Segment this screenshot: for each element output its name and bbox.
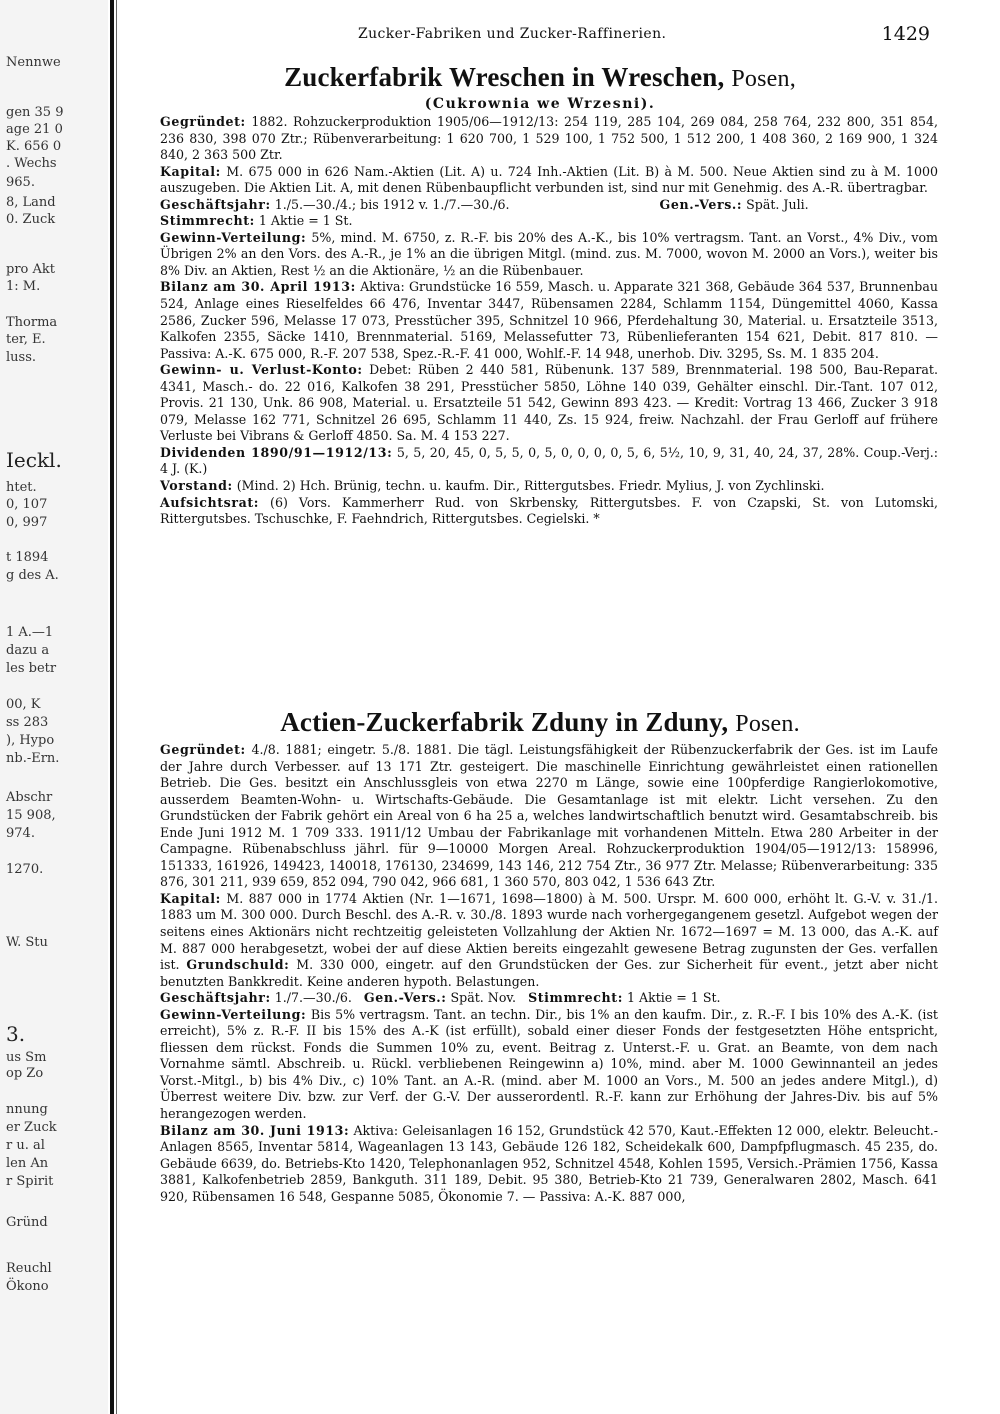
running-head-title: Zucker-Fabriken und Zucker-Raffinerien.	[358, 26, 667, 42]
margin-fragment: Nennwe	[6, 55, 61, 70]
margin-fragment: us Sm	[6, 1050, 47, 1065]
margin-fragment: 8, Land	[6, 195, 56, 210]
margin-fragment: len An	[6, 1156, 49, 1171]
margin-fragment: K. 656 0	[6, 139, 62, 154]
company1-subtitle: (Cukrownia we Wrzesni).	[424, 96, 656, 112]
company1-title	[140, 62, 940, 93]
page-number: 1429	[881, 23, 930, 45]
company1-supervisory-board: Aufsichtsrat: (6) Vors. Kammerherr Rud. von Skrbensky, Rittergutsbes. F. von Czapski, St. von Lutomski, Rittergutsbes. Tschuschke, F. Faehndrich, Rittergutsbes. Cegielski. *	[160, 494, 938, 527]
margin-fragment: Gründ	[6, 1215, 48, 1230]
margin-fragment: gen 35 9	[6, 105, 64, 120]
company2-profit-distribution: Gewinn-Verteilung: Bis 5% vertragsm. Tant. an techn. Dir., bis 1% an den kaufm. Dir., z. R.-F. I bis 10% des A.-K. (ist erreicht), 5% z. R.-F. II bis 15% des A.-K (ist erfüllt), sobald einer dieser Fonds der festgesetzten Höhe entspricht, fliessen dem rückst. Fonds die Summen 10% zu, event. Beitrag z. Unterst.-F. u. Grat. an Beamte, von dem nach Vornahme sämtl. Abschreib. u. Rückl. verbliebenen Reingewinn a) 10%, mind. aber M. 1000 Gewinnanteil an jedes Vorst.-Mitgl., b) bis 4% Div., c) 10% Tant. an A.-R. (mind. aber M. 1000 an Vors., M. 500 an jedes andere Mitgl.), d) Überrest weitere Div. bzw. zur Verf. der G.-V. Der ausserordentl. R.-F. kann zur Erhöhung der Jahres-Div. bis auf 5% herangezogen werden.	[160, 1006, 938, 1122]
margin-fragment: Thorma	[6, 315, 58, 330]
margin-fragment: Reuchl	[6, 1261, 52, 1276]
margin-fragment: nb.-Ern.	[6, 751, 60, 766]
margin-fragment: 1 A.—1	[6, 625, 54, 640]
company1-title-text: Zuckerfabrik Wreschen in Wreschen,	[284, 62, 725, 92]
company1-fiscal-year: Geschäftsjahr: 1./5.—30./4.; bis 1912 v. 1./7.—30./6. Gen.-Vers.: Spät. Juli.	[160, 196, 809, 212]
margin-fragment: Abschr	[6, 790, 53, 805]
margin-fragment: luss.	[6, 350, 37, 365]
company1-profit-distribution: Gewinn-Verteilung: 5%, mind. M. 6750, z. R.-F. bis 20% des A.-K., bis 10% vertragsm. Tant. an Vorst., 4% Div., vom Übrigen 2% an den Vors. des A.-R., je 1% an die übrigen Mitgl. (mind. zus. M. 7000, wovon M. 2000 an Vors.), weiter bis 8% Div. an Aktien, Rest ½ an die Aktionäre, ½ an die Rübenbauer.	[160, 229, 938, 278]
margin-fragment: W. Stu	[6, 935, 48, 950]
company1-voting-right: Stimmrecht: 1 Aktie = 1 St.	[160, 213, 353, 229]
page	[140, 0, 940, 1414]
margin-fragment: ss 283	[6, 715, 49, 730]
company2-title-text: Actien-Zuckerfabrik Zduny in Zduny,	[280, 707, 729, 737]
company1-capital: Kapital: M. 675 000 in 626 Nam.-Aktien (Lit. A) u. 724 Inh.-Aktien (Lit. B) à M. 500. Neue Aktien sind zu à M. 1000 auszugeben. Die Aktien Lit. A, mit denen Rübenbaupflicht verbunden ist, sind nur mit Genehmig. des A.-R. übertragbar.	[160, 163, 939, 196]
margin-fragment: htet.	[6, 480, 37, 495]
margin-fragment: pro Akt	[6, 262, 55, 277]
company1-body	[160, 114, 938, 528]
margin-fragment: nnung	[6, 1102, 48, 1117]
company2-balance-sheet: Bilanz am 30. Juni 1913: Aktiva: Geleisanlagen 16 152, Grundstück 42 570, Kaut.-Effekten 12 000, elektr. Beleucht.-Anlagen 8565, Inventar 5814, Wageanlagen 13 143, Gebäude 126 182, Scheidekalk 600, Dampfpflugmasch. 45 235, do. Gebäude 6639, do. Betriebs-Kto 1420, Telephonanlagen 952, Schnitzel 4548, Kohlen 1595, Versich.-Prämien 1756, Kassa 3881, Kalkofenbetrieb 2859, Bankguth. 311 189, Debit. 95 380, Betrieb-Kto 21 739, Generalwaren 2802, Masch. 641 920, Rübensamen 16 548, Gespanne 5085, Ökonomie 7. — Passiva: A.-K. 887 000,	[160, 1122, 938, 1204]
margin-fragment: 0, 997	[6, 515, 48, 530]
margin-fragment: 965.	[6, 175, 35, 190]
margin-fragment: 974.	[6, 826, 35, 841]
margin-fragment: 1270.	[6, 862, 44, 877]
company1-region: Posen,	[731, 66, 796, 92]
margin-fragment: g des A.	[6, 568, 59, 583]
margin-fragment: ), Hypo	[6, 733, 55, 748]
running-header	[140, 23, 940, 46]
company1-profit-loss: Gewinn- u. Verlust-Konto: Debet: Rüben 2 440 581, Rübenunk. 137 589, Brennmaterial. 198 500, Bau-Reparat. 4341, Masch.- do. 22 016, Kalkofen 38 291, Presstücher 5850, Löhne 140 039, Gehälter einschl. Dir.-Tant. 107 012, Provis. 21 130, Unk. 86 908, Material. u. Ersatzteile 51 542, Gewinn 893 423. — Kredit: Vortrag 13 466, Zucker 3 918 079, Melasse 162 771, Schnitzel 26 695, Schlamm 11 440, Zs. 15 924, freiw. Nachzahl. der Frau Gerloff auf frühere Verluste bei Vibrans & Gerloff 4850. Sa. M. 4 153 227.	[160, 362, 938, 444]
margin-fragment: 3.	[6, 1022, 26, 1046]
company2-founded: Gegründet: 4./8. 1881; eingetr. 5./8. 1881. Die tägl. Leistungsfähigkeit der Rübenzuckerfabrik der Ges. ist im Laufe der Jahre durch Verbesser. auf 13 171 Ztr. gesteigert. Die maschinelle Einrichtung gewährleistet einen rationellen Betrieb. Die Ges. besitzt ein Anschlussgleis von etwa 2270 m Länge, sowie eine 100pferdige Rangierlokomotive, ausserdem Beamten-Wohn- u. Wirtschafts-Gebäude. Die Gesamtanlage ist mit elektr. Licht versehen. Zu den Grundstücken der Fabrik gehört ein Areal von 6 ha 25 a, welches landwirtschaftlich benutzt wird. Gesamtabschreib. bis Ende Juni 1912 M. 1 709 333. 1911/12 Umbau der Fabrikanlage mit vorhandenen Mitteln. Etwa 280 Arbeiter in der Campagne. Rübenabschluss jährl. für 9—10000 Morgen Areal. Rohzuckerproduktion 1904/05—1912/13: 158996, 151333, 161926, 149423, 140018, 176130, 234699, 143 146, 212 754 Ztr., 36 977 Ztr. Melasse; Rübenverarbeitung: 335 876, 301 211, 939 659, 852 094, 790 042, 966 681, 1 360 570, 803 042, 1 536 643 Ztr.	[160, 742, 938, 890]
margin-fragment: 15 908,	[6, 808, 56, 823]
company1-dividends: Dividenden 1890/91—1912/13: 5, 5, 20, 45, 0, 5, 5, 0, 5, 0, 0, 0, 0, 5, 6, 5½, 10, 9, 31, 40, 24, 37, 28%. Coup.-Verj.: 4 J. (K.)	[160, 444, 938, 477]
margin-fragment: op Zo	[6, 1066, 44, 1081]
adjacent-page-margin	[0, 0, 108, 1414]
company2-title	[140, 707, 940, 738]
margin-fragment: r u. al	[6, 1138, 45, 1153]
gutter-rule	[110, 0, 114, 1414]
margin-fragment: Ieckl.	[6, 448, 62, 472]
margin-fragment: Ökono	[6, 1279, 49, 1294]
margin-fragment: er Zuck	[6, 1120, 57, 1135]
company2-capital: Kapital: M. 887 000 in 1774 Aktien (Nr. 1—1671, 1698—1800) à M. 500. Urspr. M. 600 000, erhöht lt. G.-V. v. 31./1. 1883 um M. 300 000. Durch Beschl. des A.-R. v. 30./8. 1893 wurde nach vorhergegangenem gesetzl. Aufgebot wegen der seitens eines Aktionärs nicht rechtzeitig geleisteten Vollzahlung der Aktien Nr. 1672—1697 = M. 13 000, das A.-K. auf M. 887 000 herabgesetzt, wobei der auf diese Aktien bereits eingezahlt gewesene Betrag zugunsten der Ges. verfallen ist. Grundschuld: M. 330 000, eingetr. auf den Grundstücken der Ges. zur Sicherheit für event., jetzt aber nicht benutzten Bankkredit. Keine anderen hypoth. Belastungen.	[160, 890, 938, 989]
margin-fragment: 1: M.	[6, 279, 41, 294]
margin-fragment: 0. Zuck	[6, 212, 56, 227]
margin-fragment: r Spirit	[6, 1174, 54, 1189]
company1-balance-sheet: Bilanz am 30. April 1913: Aktiva: Grundstücke 16 559, Masch. u. Apparate 321 368, Gebäude 364 537, Brunnenbau 524, Anlage eines Rieselfeldes 66 476, Inventar 3447, Rübensamen 2284, Schlamm 1154, Düngemittel 4060, Kassa 2586, Zucker 596, Melasse 17 073, Presstücher 395, Schnitzel 10 966, Pferdehaltung 30, Material. u. Ersatzteile 3513, Kalkofen 2355, Säcke 1410, Brennmaterial. 5169, Melassefutter 73, Rübenlieferanten 154 621, Debit. 817 810. — Passiva: A.-K. 675 000, R.-F. 207 538, Spez.-R.-F. 41 000, Wohlf.-F. 14 948, unerhob. Div. 3295, Ss. M. 1 835 204.	[160, 279, 938, 361]
margin-fragment: . Wechs	[6, 156, 57, 171]
margin-fragment: 0, 107	[6, 497, 48, 512]
gutter-rule-thin	[116, 0, 117, 1414]
margin-fragment: ter, E.	[6, 332, 46, 347]
margin-fragment: 00, K	[6, 697, 41, 712]
margin-fragment: dazu a	[6, 643, 50, 658]
margin-fragment: t 1894	[6, 550, 49, 565]
company2-body	[160, 742, 938, 1205]
company1-founded: Gegründet: 1882. Rohzuckerproduktion 1905/06—1912/13: 254 119, 285 104, 269 084, 258 764, 232 800, 351 854, 236 830, 398 070 Ztr.; Rübenverarbeitung: 1 620 700, 1 529 100, 1 752 500, 1 512 200, 1 408 360, 2 169 900, 1 324 840, 2 363 500 Ztr.	[160, 114, 938, 163]
company2-fiscal-year: Geschäftsjahr: 1./7.—30./6. Gen.-Vers.: Spät. Nov. Stimmrecht: 1 Aktie = 1 St.	[160, 990, 721, 1006]
company2-region: Posen.	[735, 711, 800, 737]
company1-board: Vorstand: (Mind. 2) Hch. Brünig, techn. u. kaufm. Dir., Rittergutsbes. Friedr. Mylius, J. von Zychlinski.	[160, 478, 825, 494]
margin-fragment: age 21 0	[6, 122, 63, 137]
margin-fragment: les betr	[6, 661, 57, 676]
